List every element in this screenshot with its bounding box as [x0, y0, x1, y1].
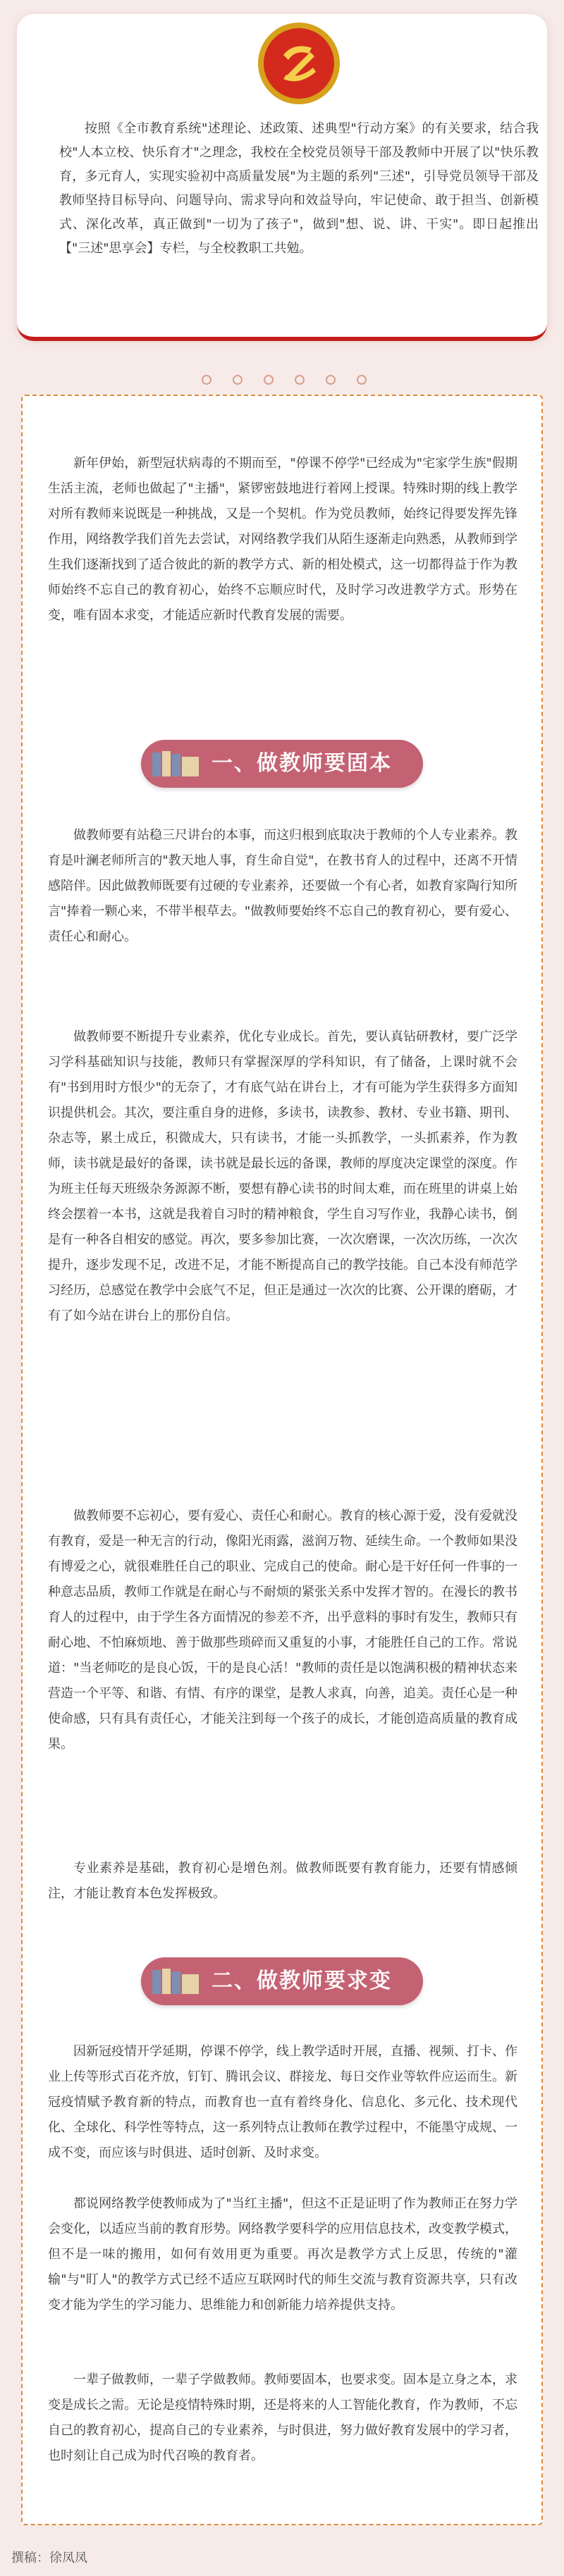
intro-card-underline — [17, 324, 547, 341]
dot-ornament — [357, 375, 367, 385]
paragraph-professional-basis: 做教师要有站稳三尺讲台的本事，而这归根到底取决于教师的个人专业素养。教育是叶澜老师所言的"教天地人事，育生命自觉"，在教书育人的过程中，还离不开情感陪伴。因此做教师既要有过硬的专业素养，还要做一个有心者，如教育家陶行知所言"捧着一颗心来，不带半根草去。"做教师要始终不忘自己的教育初心，要有爱心、责任心和耐心。 — [48, 828, 517, 944]
section-heading-2-title: 二、做教师要求变 — [212, 1969, 392, 1993]
decorative-dots — [202, 375, 367, 385]
dot-ornament — [202, 375, 212, 385]
intro-text: 按照《全市教育系统"述理论、述政策、述典型"行动方案》的有关要求，结合我校"人本立校、快乐育才"之理念，我校在全校党员领导干部及教师中开展了以"快乐教育，多元育人，实现实验初中高质量发展"为主题的系列"三述"，引导党员领导干部及教师坚持目标导向、问题导向、需求导向和效益导向，牢记使命、敢于担当、创新模式、深化改革，真正做到"一切为了孩子"，做到"想、说、讲、干实"。即日起推出【"三述"思享会】专栏，与全校教职工共勉。 — [59, 121, 539, 256]
dot-ornament — [264, 375, 274, 385]
paragraph-original-aspiration: 做教师要不忘初心，要有爱心、责任心和耐心。教育的核心源于爱，没有爱就没有教育，爱是一种无言的行动，像阳光雨露，滋润万物、延续生命。一个教师如果没有博爱之心，就很难胜任自己的职业、完成自己的使命。耐心是干好任何一件事的一种意志品质，教师工作就是在耐心与不耐烦的紧张关系中发挥才智的。在漫长的教书育人的过程中，由于学生各方面情况的参差不齐，出乎意料的事时有发生，教师只有耐心地、不怕麻烦地、善于做那些琐碎而又重复的小事，才能胜任自己的工作。常说道："当老师吃的是良心饭，干的是良心活！"教师的责任是以饱满积极的精神状态来营造一个平等、和谐、有情、有序的课堂，是教人求真，向善，追美。责任心是一种使命感，只有具有责任心，才能关注到每一个孩子的成长，才能创造高质量的教育成果。 — [48, 1509, 517, 1752]
intro-card — [17, 14, 547, 338]
books-icon — [151, 750, 202, 778]
books-icon — [151, 1967, 202, 1995]
dot-ornament — [326, 375, 336, 385]
paragraph-summary-1: 专业素养是基础，教育初心是增色剂。做教师既要有教育能力，还要有情感倾注，才能让教育本色发挥极致。 — [48, 1861, 517, 1901]
party-emblem-icon — [257, 21, 341, 106]
section-heading-1 — [141, 740, 423, 788]
dot-ornament — [233, 375, 243, 385]
paragraph-seek-change: 因新冠疫情开学延期，停课不停学，线上教学适时开展，直播、视频、打卡、作业上传等形式百花齐放，钉钉、腾讯会议、群接龙、每日交作业等软件应运而生。新冠疫情赋予教育新的特点，而教育也一直有着终身化、信息化、多元化、技术现代化、全球化、科学性等特点，这一系列特点让教师在教学过程中，不能墨守成规、一成不变，而应该与时俱进、适时创新、及时求变。 — [48, 2044, 517, 2160]
author-credit: 撰稿：徐凤凤 — [11, 2551, 87, 2565]
paragraph-online-teaching: 都说网络教学使教师成为了"当红主播"，但这不正是证明了作为教师正在努力学会变化，以适应当前的教育形势。网络教学要科学的应用信息技术，改变教学模式，但不是一味的搬用，如何有效用更为重要。再次是教学方式上反思，传统的"灌输"与"盯人"的教学方式已经不适应互联网时代的师生交流与教育资源共享，只有改变才能为学生的学习能力、思维能力和创新能力培养提供支持。 — [48, 2196, 517, 2312]
section-heading-1-title: 一、做教师要固本 — [212, 751, 392, 776]
paragraph-opening: 新年伊始，新型冠状病毒的不期而至，"停课不停学"已经成为"宅家学生族"假期生活主流，老师也做起了"主播"，紧锣密鼓地进行着网上授课。特殊时期的线上教学对所有教师来说既是一种挑战，又是一个契机。作为党员教师，始终记得要发挥先锋作用，网络教学我们首先去尝试，对网络教学我们从陌生逐渐走向熟悉，从教师到学生我们逐渐找到了适合彼此的新的教学方式、新的相处模式，这一切都得益于作为教师始终不忘自己的教育初心，始终不忘顺应时代，及时学习改进教学方式。形势在变，唯有固本求变，才能适应新时代教育发展的需要。 — [48, 456, 517, 623]
section-heading-2 — [141, 1957, 423, 2005]
paragraph-conclusion: 一辈子做教师，一辈子学做教师。教师要固本，也要求变。固本是立身之本，求变是成长之需。无论是疫情特殊时期，还是将来的人工智能化教育，作为教师，不忘自己的教育初心，提高自己的专业素养，与时俱进，努力做好教育发展中的学习者，也时刻让自己成为时代召唤的教育者。 — [48, 2372, 517, 2463]
paragraph-professional-growth: 做教师要不断提升专业素养，优化专业成长。首先，要认真钻研教材，要广泛学习学科基础知识与技能，教师只有掌握深厚的学科知识，有了储备，上课时就不会有"书到用时方恨少"的无奈了，才有底气站在讲台上，才有可能为学生获得多方面知识提供机会。其次，要注重自身的进修，多读书，读教参、教材、专业书籍、期刊、杂志等，累土成丘，积微成大，只有读书，才能一头抓教学，一头抓素养，作为教师，读书就是最好的备课，读书就是最长远的备课，教师的厚度决定课堂的深度。作为班主任每天班级杂务源源不断，要想有静心读书的时间太难，而在班里的讲桌上始终会摆着一本书，这就是我着自习时的精神粮食，学生自习写作业，我静心读书，倒是有一种各自相安的感觉。再次，要多参加比赛，一次次磨课，一次次历练，一次次提升，逐步发现不足，改进不足，才能不断提高自己的教学技能。自己本没有师范学习经历，总感觉在教学中会底气不足，但正是通过一次次的比赛、公开课的磨砺，才有了如今站在讲台上的那份自信。 — [48, 1029, 517, 1323]
dot-ornament — [295, 375, 305, 385]
